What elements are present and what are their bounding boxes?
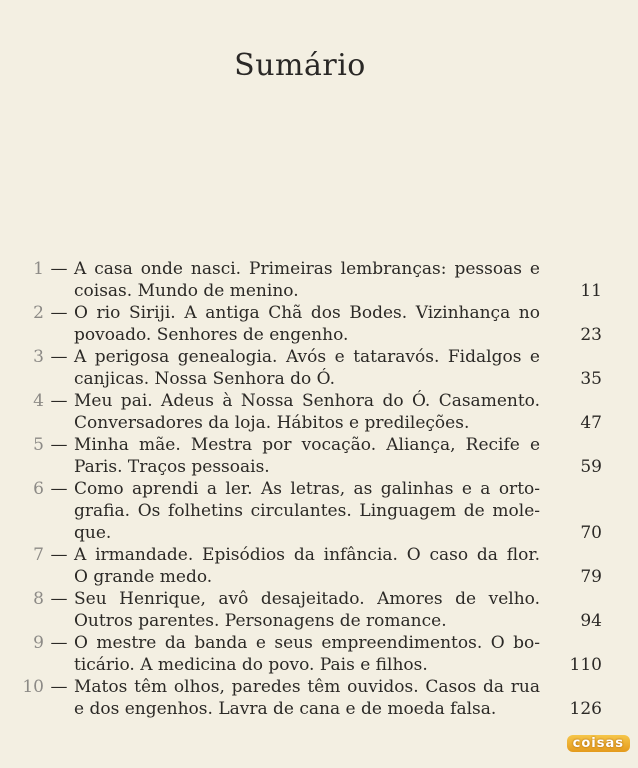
chapter-summary-line: O rio Siriji. A antiga Chã dos Bodes. Vizinhança no: [74, 303, 540, 323]
toc-entry: [20, 588, 610, 632]
chapter-summary-line: Conversadores da loja. Hábitos e predileções.: [74, 413, 470, 433]
page-number: 126: [569, 699, 602, 719]
page-number: 47: [580, 413, 602, 433]
page-number: 59: [580, 457, 602, 477]
chapter-dash: —: [50, 545, 68, 565]
page-number: 35: [580, 369, 602, 389]
chapter-summary: [74, 302, 540, 346]
chapter-summary: [74, 434, 540, 478]
toc-entry: [20, 544, 610, 588]
chapter-dash: —: [50, 479, 68, 499]
chapter-number: 1: [33, 259, 44, 279]
page-number: 11: [580, 281, 602, 301]
chapter-number: 8: [33, 589, 44, 609]
chapter-summary-line: A perigosa genealogia. Avós e tataravós. Fidalgos e: [74, 347, 540, 367]
chapter-summary-line: Minha mãe. Mestra por vocação. Aliança, Recife e: [74, 435, 540, 455]
chapter-summary-line: povoado. Senhores de engenho.: [74, 325, 349, 345]
chapter-summary-line: que.: [74, 523, 112, 543]
chapter-summary: [74, 544, 540, 588]
toc-entry: [20, 478, 610, 544]
chapter-summary-line: O grande medo.: [74, 567, 213, 587]
toc-entry: [20, 676, 610, 720]
chapter-summary-line: A irmandade. Episódios da infância. O caso da flor.: [74, 545, 540, 565]
toc-entry: [20, 632, 610, 676]
chapter-summary-line: Outros parentes. Personagens de romance.: [74, 611, 447, 631]
chapter-dash: —: [50, 303, 68, 323]
chapter-number: 2: [33, 303, 44, 323]
page-number: 110: [569, 655, 602, 675]
page-number: 79: [580, 567, 602, 587]
chapter-dash: —: [50, 259, 68, 279]
chapter-summary-line: canjicas. Nossa Senhora do Ó.: [74, 369, 335, 389]
chapter-summary: [74, 478, 540, 544]
toc-entry: [20, 346, 610, 390]
page-number: 70: [580, 523, 602, 543]
chapter-number: 10: [22, 677, 44, 697]
chapter-number: 7: [33, 545, 44, 565]
chapter-summary: [74, 632, 540, 676]
chapter-summary-line: Meu pai. Adeus à Nossa Senhora do Ó. Casamento.: [74, 391, 540, 411]
toc-entry: [20, 302, 610, 346]
chapter-summary: [74, 676, 540, 720]
chapter-summary-line: grafia. Os folhetins circulantes. Linguagem de mole-: [74, 501, 540, 521]
chapter-summary: [74, 588, 540, 632]
page-number: 23: [580, 325, 602, 345]
chapter-summary-line: e dos engenhos. Lavra de cana e de moeda falsa.: [74, 699, 497, 719]
chapter-number: 5: [33, 435, 44, 455]
toc-entry: [20, 258, 610, 302]
chapter-summary: [74, 258, 540, 302]
chapter-number: 4: [33, 391, 44, 411]
toc-entry: [20, 434, 610, 478]
chapter-dash: —: [50, 391, 68, 411]
chapter-summary: [74, 390, 540, 434]
chapter-number: 3: [33, 347, 44, 367]
table-of-contents: [20, 258, 610, 720]
toc-entry: [20, 390, 610, 434]
chapter-dash: —: [50, 589, 68, 609]
chapter-dash: —: [50, 347, 68, 367]
chapter-dash: —: [50, 633, 68, 653]
chapter-dash: —: [50, 435, 68, 455]
chapter-summary-line: Seu Henrique, avô desajeitado. Amores de velho.: [74, 589, 540, 609]
chapter-summary-line: Paris. Traços pessoais.: [74, 457, 270, 477]
chapter-summary-line: A casa onde nasci. Primeiras lembranças: pessoas e: [74, 259, 540, 279]
page-number: 94: [580, 611, 602, 631]
chapter-summary-line: coisas. Mundo de menino.: [74, 281, 299, 301]
chapter-summary-line: O mestre da banda e seus empreendimentos. O bo-: [74, 633, 540, 653]
watermark-logo: coisas: [567, 735, 630, 752]
chapter-summary-line: ticário. A medicina do povo. Pais e filhos.: [74, 655, 428, 675]
chapter-dash: —: [50, 677, 68, 697]
chapter-number: 9: [33, 633, 44, 653]
chapter-summary: [74, 346, 540, 390]
chapter-number: 6: [33, 479, 44, 499]
page-title: Sumário: [234, 48, 366, 84]
chapter-summary-line: Como aprendi a ler. As letras, as galinhas e a orto-: [74, 479, 540, 499]
chapter-summary-line: Matos têm olhos, paredes têm ouvidos. Casos da rua: [74, 677, 540, 697]
